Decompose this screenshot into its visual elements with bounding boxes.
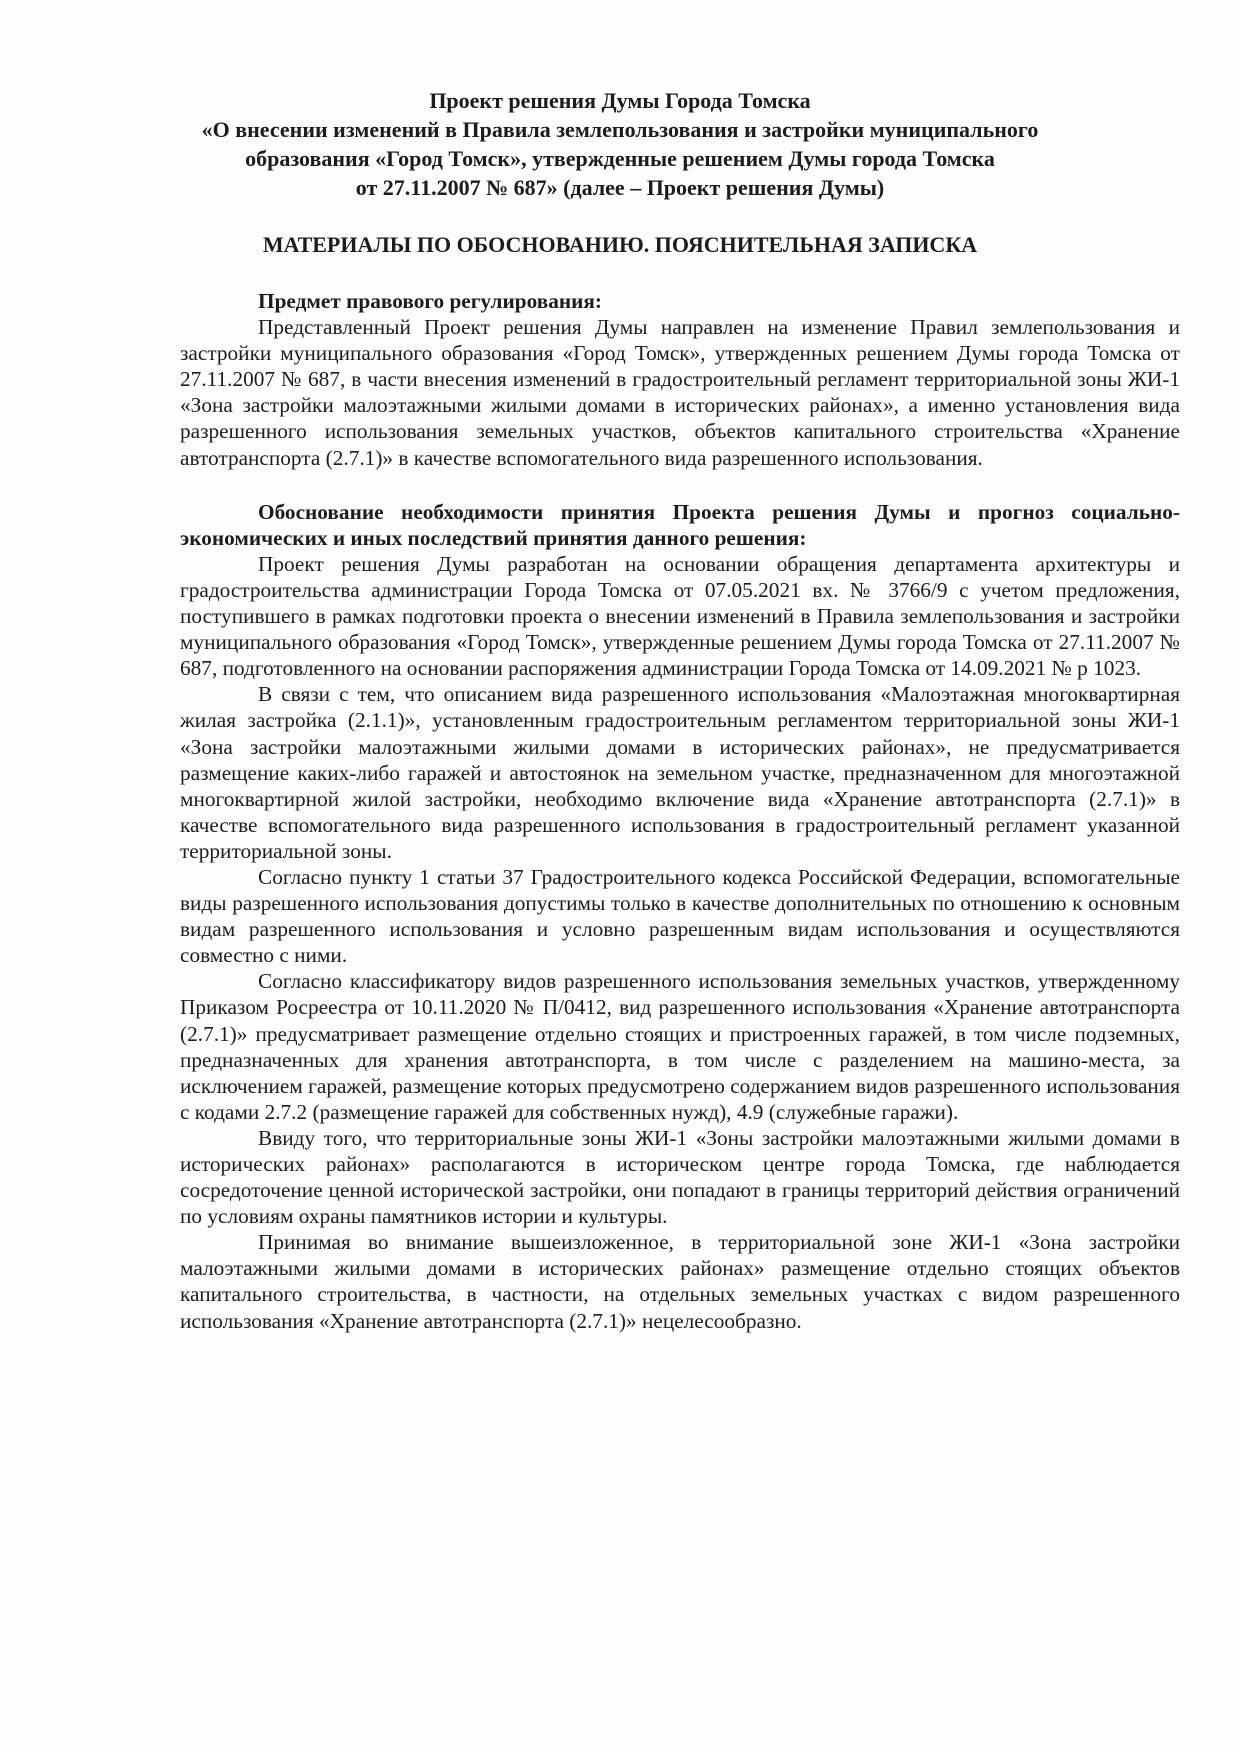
paragraph: Представленный Проект решения Думы направлен на изменение Правил землепользования и застройки муниципального образования «Город Томск», утвержденных решением Думы города Томска от 27.11.2007 № 687, в части внесения изменений в градостроительный регламент территориальной зоны ЖИ-1 «Зона застройки малоэтажными жилыми домами в исторических районах», а именно установления вида разрешенного использования земельных участков, объектов капитального строительства «Хранение автотранспорта (2.7.1)» в качестве вспомогательного вида разрешенного использования. — [180, 315, 1180, 470]
paragraph: В связи с тем, что описанием вида разрешенного использования «Малоэтажная многоквартирная жилая застройка (2.1.1)», установленным градостроительным регламентом территориальной зоны ЖИ-1 «Зона застройки малоэтажными жилыми домами в исторических районах», не предусматривается размещение каких-либо гаражей и автостоянок на земельном участке, предназначенном для многоэтажной многоквартирной жилой застройки, необходимо включение вида «Хранение автотранспорта (2.7.1)» в качестве вспомогательного вида разрешенного использования в градостроительный регламент указанной территориальной зоны. — [180, 682, 1180, 863]
section-title-subject: Предмет правового регулирования: — [258, 289, 603, 313]
paragraph: Согласно пункту 1 статьи 37 Градостроительного кодекса Российской Федерации, вспомогательные виды разрешенного использования допустимы только в качестве дополнительных по отношению к основным видам разрешенного использования и условно разрешенным видам использования и осуществляются совместно с ними. — [180, 864, 1180, 968]
title-line: от 27.11.2007 № 687» (далее – Проект решения Думы) — [355, 175, 885, 200]
document-body — [180, 288, 1180, 1334]
paragraph: Ввиду того, что территориальные зоны ЖИ-1 «Зоны застройки малоэтажными жилыми домами в исторических районах» располагаются в историческом центре города Томска, где наблюдается сосредоточение ценной исторической застройки, они попадают в границы территорий действия ограничений по условиям охраны памятников истории и культуры. — [180, 1125, 1180, 1229]
document-title — [140, 86, 1100, 202]
section-heading: МАТЕРИАЛЫ ПО ОБОСНОВАНИЮ. ПОЯСНИТЕЛЬНАЯ ЗАПИСКА — [262, 232, 978, 257]
paragraph: Проект решения Думы разработан на основании обращения департамента архитектуры и градостроительства администрации Города Томска от 07.05.2021 вх. № 3766/9 с учетом предложения, поступившего в рамках подготовки проекта о внесении изменений в Правила землепользования и застройки муниципального образования «Город Томск», утвержденные решением Думы города Томска от 27.11.2007 № 687, подготовленного на основании распоряжения администрации Города Томска от 14.09.2021 № р 1023. — [180, 551, 1180, 681]
title-line: образования «Город Томск», утвержденные решением Думы города Томска — [245, 146, 995, 171]
title-line: Проект решения Думы Города Томска — [429, 88, 811, 113]
section-title-justification: Обоснование необходимости принятия Проекта решения Думы и прогноз социально-экономических и иных последствий принятия данного решения: — [180, 499, 1180, 550]
title-line: «О внесении изменений в Правила землепользования и застройки муниципального — [201, 117, 1039, 142]
paragraph: Принимая во внимание вышеизложенное, в территориальной зоне ЖИ-1 «Зона застройки малоэтажными жилыми домами в исторических районах» размещение отдельно стоящих объектов капитального строительства, в частности, на отдельных земельных участках с видом разрешенного использования «Хранение автотранспорта (2.7.1)» нецелесообразно. — [180, 1230, 1180, 1333]
paragraph: Согласно классификатору видов разрешенного использования земельных участков, утвержденному Приказом Росреестра от 10.11.2020 № П/0412, вид разрешенного использования «Хранение автотранспорта (2.7.1)» предусматривает размещение отдельно стоящих и пристроенных гаражей, в том числе подземных, предназначенных для хранения автотранспорта, в том числе с разделением на машино-места, за исключением гаражей, размещение которых предусмотрено содержанием видов разрешенного использования с кодами 2.7.2 (размещение гаражей для собственных нужд), 4.9 (служебные гаражи). — [180, 969, 1180, 1124]
